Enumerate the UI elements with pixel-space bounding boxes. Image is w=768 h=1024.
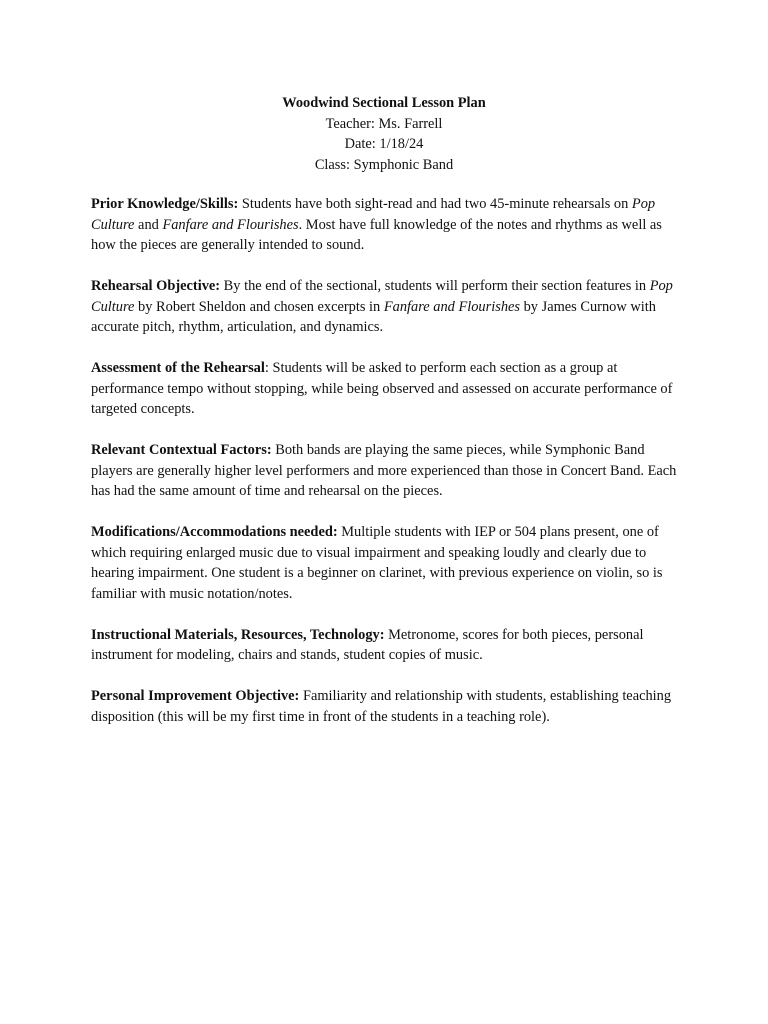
section-text: Multiple students with IEP or 504 plans present, one of which requiring enlarged music due to visual impairment and speaking loudly and clearly due to hearing impairment. One student is a beginner on clarinet, with previous experience on violin, so is familiar with music notation/notes. (91, 524, 663, 602)
section-label: Modifications/Accommodations needed: (91, 524, 338, 540)
section-prior-knowledge (91, 194, 681, 256)
piece-title: Pop Culture (91, 196, 656, 233)
section-text: Metronome, scores for both pieces, personal instrument for modeling, chairs and stands, student copies of music. (91, 626, 644, 663)
section-text: by Robert Sheldon and chosen excerpts in (134, 298, 384, 315)
piece-title: Fanfare and Flourishes (383, 298, 521, 315)
section-label: Instructional Materials, Resources, Technology: (91, 626, 385, 643)
section-modifications (91, 522, 681, 604)
section-assessment (91, 358, 681, 420)
section-contextual-factors (91, 440, 681, 502)
section-text: Both bands are playing the same pieces, while Symphonic Band players are generally higher level performers and more experienced than those in Concert Band. Each has had the same amount of time and rehearsal on the pieces. (91, 442, 677, 499)
section-improvement (91, 686, 681, 727)
section-label: Relevant Contextual Factors: (91, 442, 272, 458)
piece-title: Fanfare and Flourishes (162, 216, 299, 233)
section-label: Personal Improvement Objective: (91, 688, 300, 704)
section-text: . Most have full knowledge of the notes and rhythms as well as how the pieces are generally intended to sound. (91, 216, 662, 253)
teacher-line: Teacher: Ms. Farrell (325, 115, 443, 132)
document-header (0, 93, 768, 175)
document-body (91, 194, 681, 748)
section-label: Assessment of the Rehearsal (91, 360, 265, 376)
section-text: Students have both sight-read and had two 45-minute rehearsals on (238, 196, 632, 212)
section-label: Prior Knowledge/Skills: (91, 196, 239, 212)
section-rehearsal-objective (91, 276, 681, 338)
document-title: Woodwind Sectional Lesson Plan (282, 95, 486, 111)
section-label: Rehearsal Objective: (91, 278, 221, 294)
section-text: by James Curnow with accurate pitch, rhythm, articulation, and dynamics. (91, 298, 656, 335)
section-text: and (134, 216, 163, 233)
section-text: By the end of the sectional, students will perform their section features in (220, 278, 650, 294)
section-materials (91, 625, 681, 666)
section-text: : Students will be asked to perform each section as a group at performance tempo without stopping, while being observed and assessed on accurate performance of targeted concepts. (91, 360, 673, 417)
date-line: Date: 1/18/24 (344, 136, 424, 152)
class-line: Class: Symphonic Band (314, 156, 454, 173)
piece-title: Pop Culture (91, 278, 673, 315)
section-text: Familiarity and relationship with students, establishing teaching disposition (this will be my first time in front of the students in a teaching role). (91, 688, 672, 725)
